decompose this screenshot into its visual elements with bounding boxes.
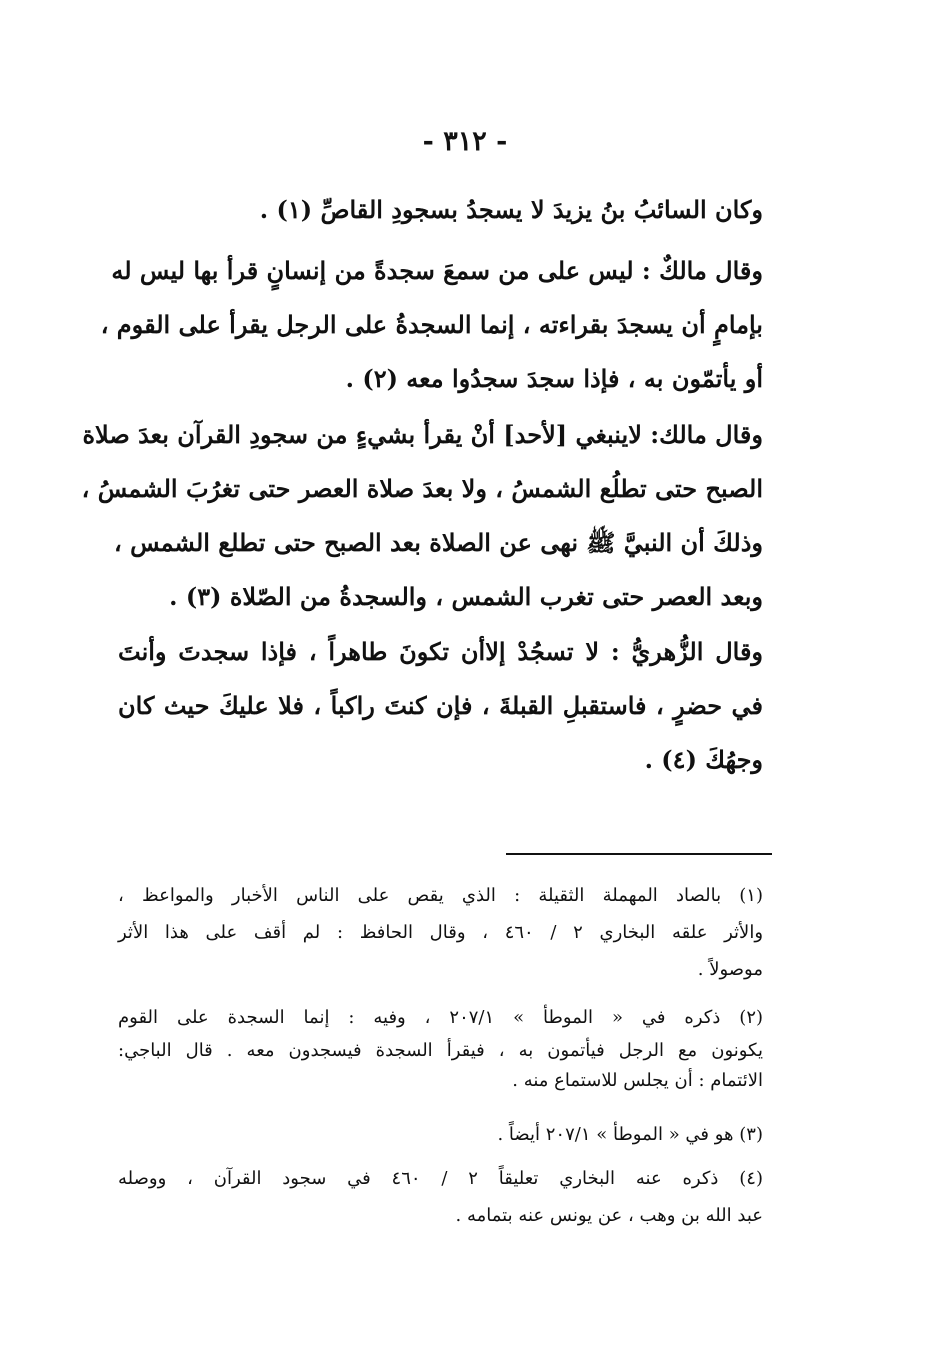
paragraph-line: أو يأتمّون به ، فإذا سجدَ سجدُوا معه (٢) . [345, 364, 763, 393]
footnote-divider [506, 853, 772, 855]
paragraph-line: بإمامٍ أن يسجدَ بقراءته ، إنما السجدةُ على الرجل يقرأ على القوم ، [100, 310, 763, 339]
paragraph-2 [100, 244, 763, 406]
paragraph-line: وجهُكَ (٤) . [644, 745, 763, 774]
paragraph-4 [118, 625, 763, 787]
footnote-2 [118, 999, 763, 1096]
footnote-line: الائتمام : أن يجلس للاستماع منه . [512, 1070, 763, 1091]
paragraph-line: وقال مالك: لاينبغي [لأحد] أنْ يقرأ بشيءٍ من سجودِ القرآن بعدَ صلاة [82, 420, 763, 449]
footnote-line: (٣) هو في « الموطأ » ٢٠٧/١ أيضاً . [497, 1124, 763, 1145]
paragraph-line: وكان السائبُ بنُ يزيدَ لا يسجدُ بسجودِ القاصِّ (١) . [259, 195, 763, 224]
footnote-line: والأثر علقه البخاري ٢ / ٤٦٠ ، وقال الحافظ : لم أقف على هذا الأثر [118, 922, 764, 943]
footnote-line: (٤) ذكره عنه البخاري تعليقاً ٢ / ٤٦٠ في سجود القرآن ، ووصله [118, 1168, 763, 1189]
footnote-line: عبد الله بن وهب ، عن يونس عنه بتمامه . [455, 1205, 763, 1226]
page-number: - ٣١٢ - [422, 126, 508, 157]
paragraph-line: وقال مالكٌ : ليس على من سمعَ سجدةً من إنسانٍ قرأ بها ليس له [111, 256, 763, 285]
paragraph-line: الصبح حتى تطلُع الشمسُ ، ولا بعدَ صلاة العصر حتى تغرُبَ الشمسُ ، [81, 474, 763, 503]
paragraph-line: وبعد العصر حتى تغرب الشمس ، والسجدةُ من الصّلاة (٣) . [169, 582, 763, 611]
footnote-line: موصولاً . [697, 959, 763, 980]
paragraph-line: وقال الزُّهريُّ : لا تسجُدْ إلاأن تكونَ طاهراً ، فإذا سجدتَ وأنتَ [118, 637, 763, 666]
footnote-line: يكونون مع الرجل فيأتمون به ، فيقرأ السجدة فيسجدون معه . قال الباجي: [118, 1040, 763, 1061]
paragraph-1 [118, 183, 763, 237]
paragraph-3 [81, 408, 763, 624]
footnote-line: (٢) ذكره في « الموطأ » ٢٠٧/١ ، وفيه : إنما السجدة على القوم [118, 1007, 764, 1028]
footnote-1 [118, 877, 763, 988]
footnote-3 [118, 1116, 763, 1153]
paragraph-line: وذلكَ أن النبيَّ ﷺ نهى عن الصلاة بعد الصبح حتى تطلع الشمس ، [113, 528, 763, 557]
footnote-4 [118, 1160, 763, 1234]
paragraph-line: في حضرٍ ، فاستقبلِ القبلةَ ، فإن كنتَ راكباً ، فلا عليكَ حيث كان [118, 691, 764, 720]
footnote-line: (١) بالصاد المهملة الثقيلة : الذي يقص على الناس الأخبار والمواعظ ، [118, 885, 763, 906]
